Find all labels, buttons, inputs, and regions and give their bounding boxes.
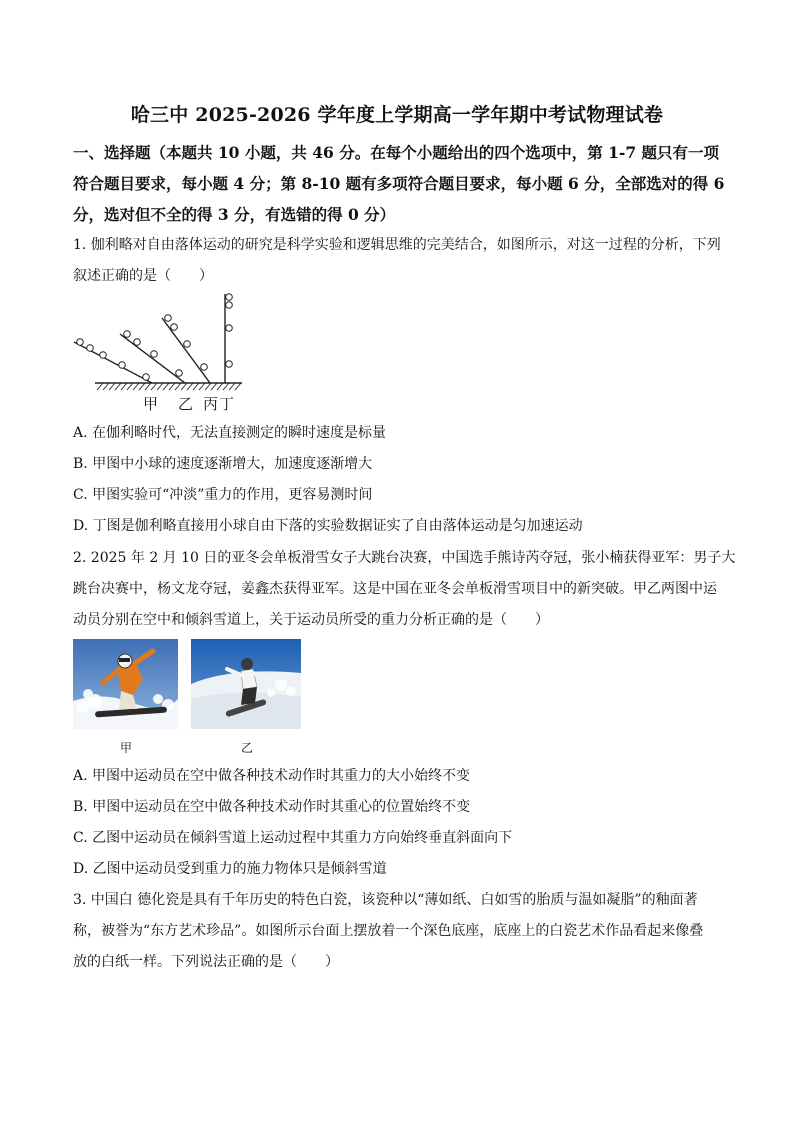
q1-option-a: A. 在伽利略时代，无法直接测定的瞬时速度是标量 — [73, 425, 387, 441]
q2-option-d: D. 乙图中运动员受到重力的施力物体只是倾斜雪道 — [73, 861, 387, 877]
exam-title: 哈三中 2025-2026 学年度上学期高一学年期中考试物理试卷 — [130, 104, 664, 126]
q2-stem-line-3: 动员分别在空中和倾斜雪道上，关于运动员所受的重力分析正确的是（ ） — [73, 612, 549, 628]
q2-option-b: B. 甲图中运动员在空中做各种技术动作时其重心的位置始终不变 — [73, 799, 471, 815]
q1-stem-line-1: 1. 伽利略对自由落体运动的研究是科学实验和逻辑思维的完美结合，如图所示，对这一过程的分析，下列 — [73, 237, 721, 253]
q1-option-d: D. 丁图是伽利略直接用小球自由下落的实验数据证实了自由落体运动是匀加速运动 — [73, 518, 583, 534]
q1-option-b: B. 甲图中小球的速度逐渐增大，加速度逐渐增大 — [73, 456, 373, 472]
q2-stem-line-1: 2. 2025 年 2 月 10 日的亚冬会单板滑雪女子大跳台决赛，中国选手熊诗芮夺冠，张小楠获得亚军：男子大 — [73, 550, 736, 566]
snowboarder-air-photo — [73, 639, 178, 729]
q3-stem-line-2: 称，被誉为“东方艺术珍品”。如图所示台面上摆放着一个深色底座，底座上的白瓷艺术作品看起来像叠 — [73, 923, 704, 939]
figure-label-ding: 丁 — [219, 395, 235, 413]
snowboarder-slope-photo — [191, 639, 301, 729]
q1-stem-line-2: 叙述正确的是（ ） — [73, 268, 213, 284]
q2-option-c: C. 乙图中运动员在倾斜雪道上运动过程中其重力方向始终垂直斜面向下 — [73, 830, 513, 846]
q2-option-a: A. 甲图中运动员在空中做各种技术动作时其重力的大小始终不变 — [73, 768, 471, 784]
photo-caption-jia: 甲 — [120, 741, 133, 755]
q3-stem-line-3: 放的白纸一样。下列说法正确的是（ ） — [73, 954, 339, 970]
q2-stem-line-2: 跳台决赛中，杨文龙夺冠，姜鑫杰获得亚军。这是中国在亚冬会单板滑雪项目中的新突破。甲乙两图中运 — [73, 581, 717, 597]
figure-label-bing: 丙 — [203, 395, 219, 413]
photo-caption-yi: 乙 — [241, 741, 254, 755]
q3-stem-line-1: 3. 中国白 德化瓷是具有千年历史的特色白瓷，该瓷种以“薄如纸、白如雪的胎质与温如凝脂”的釉面著 — [73, 892, 698, 908]
section-header-line-2: 符合题目要求，每小题 4 分；第 8-10 题有多项符合题目要求，每小题 6 分，全部选对的得 6 — [73, 174, 725, 193]
section-header-line-3: 分，选对但不全的得 3 分，有选错的得 0 分） — [73, 205, 396, 224]
figure-label-yi: 乙 — [178, 395, 194, 413]
section-header-line-1: 一、选择题（本题共 10 小题，共 46 分。在每个小题给出的四个选项中，第 1-7 题只有一项 — [73, 143, 720, 162]
figure-label-jia: 甲 — [143, 395, 159, 413]
q1-option-c: C. 甲图实验可“冲淡”重力的作用，更容易测时间 — [73, 487, 373, 503]
